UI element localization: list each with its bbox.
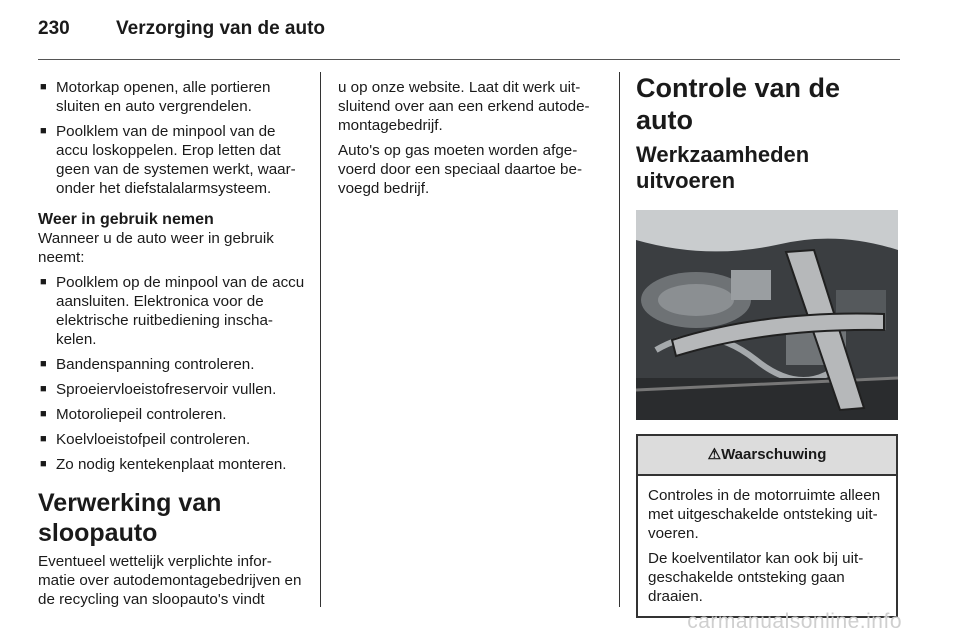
list-item: ■ Koelvloeistofpeil controleren. [38, 430, 306, 449]
warning-icon: ⚠ [707, 446, 722, 463]
column-2 [338, 78, 606, 204]
column-divider [320, 72, 321, 607]
list-item: ■ Sproeiervloeistofreservoir vullen. [38, 380, 306, 399]
warning-body [638, 476, 896, 616]
reuse-list [38, 273, 306, 474]
intro-list [38, 78, 306, 198]
list-item: ■ Zo nodig kentekenplaat monteren. [38, 455, 306, 474]
engine-bay-photo [636, 210, 898, 420]
section-heading: Controle van de auto [636, 73, 841, 135]
scrap-text: Eventueel wettelijk verplichte infor-matie over autodemontagebedrijven en de recycling van sloopauto's vindt [38, 553, 302, 608]
list-item: ■ Motorkap openen, alle portieren sluiten en auto vergrendelen. [38, 78, 306, 116]
reuse-text: Wanneer u de auto weer in gebruik neemt: [38, 230, 274, 266]
column-divider [619, 72, 620, 607]
column-3 [636, 72, 902, 618]
column-1 [38, 78, 306, 615]
subsection-heading: Werkzaamheden uitvoeren [636, 142, 810, 193]
list-item: ■ Poolklem van de minpool van de accu loskoppelen. Erop letten dat geen van de systemen werkt, waar-onder het diefstalalarmsysteem. [38, 122, 306, 198]
list-item: ■ Bandenspanning controleren. [38, 355, 306, 374]
gas-paragraph: Auto's op gas moeten worden afge-voerd door een speciaal daartoe be-voegd bedrijf. [338, 142, 583, 197]
scrap-heading: Verwerking van sloopauto [38, 489, 222, 547]
warning-header [638, 436, 896, 476]
header-rule [38, 59, 900, 60]
list-item: ■ Motoroliepeil controleren. [38, 405, 306, 424]
warning-title: Waarschuwing [721, 446, 827, 463]
list-item: ■ Poolklem op de minpool van de accu aansluiten. Elektronica voor de elektrische ruitbediening inscha-kelen. [38, 273, 306, 349]
reuse-heading: Weer in gebruik nemen [38, 211, 214, 228]
warning-paragraph: Controles in de motorruimte alleen met uitgeschakelde ontsteking uit-voeren. [648, 487, 881, 542]
website-paragraph: u op onze website. Laat dit werk uit-sluitend over aan een erkend autode-montagebedrijf. [338, 79, 590, 134]
watermark: carmanualsonline.info [687, 610, 902, 633]
section-title: Verzorging van de auto [116, 18, 326, 39]
page-number: 230 [38, 18, 70, 39]
warning-box [636, 434, 898, 618]
warning-paragraph: De koelventilator kan ook bij uit-geschakelde ontsteking gaan draaien. [648, 550, 864, 605]
